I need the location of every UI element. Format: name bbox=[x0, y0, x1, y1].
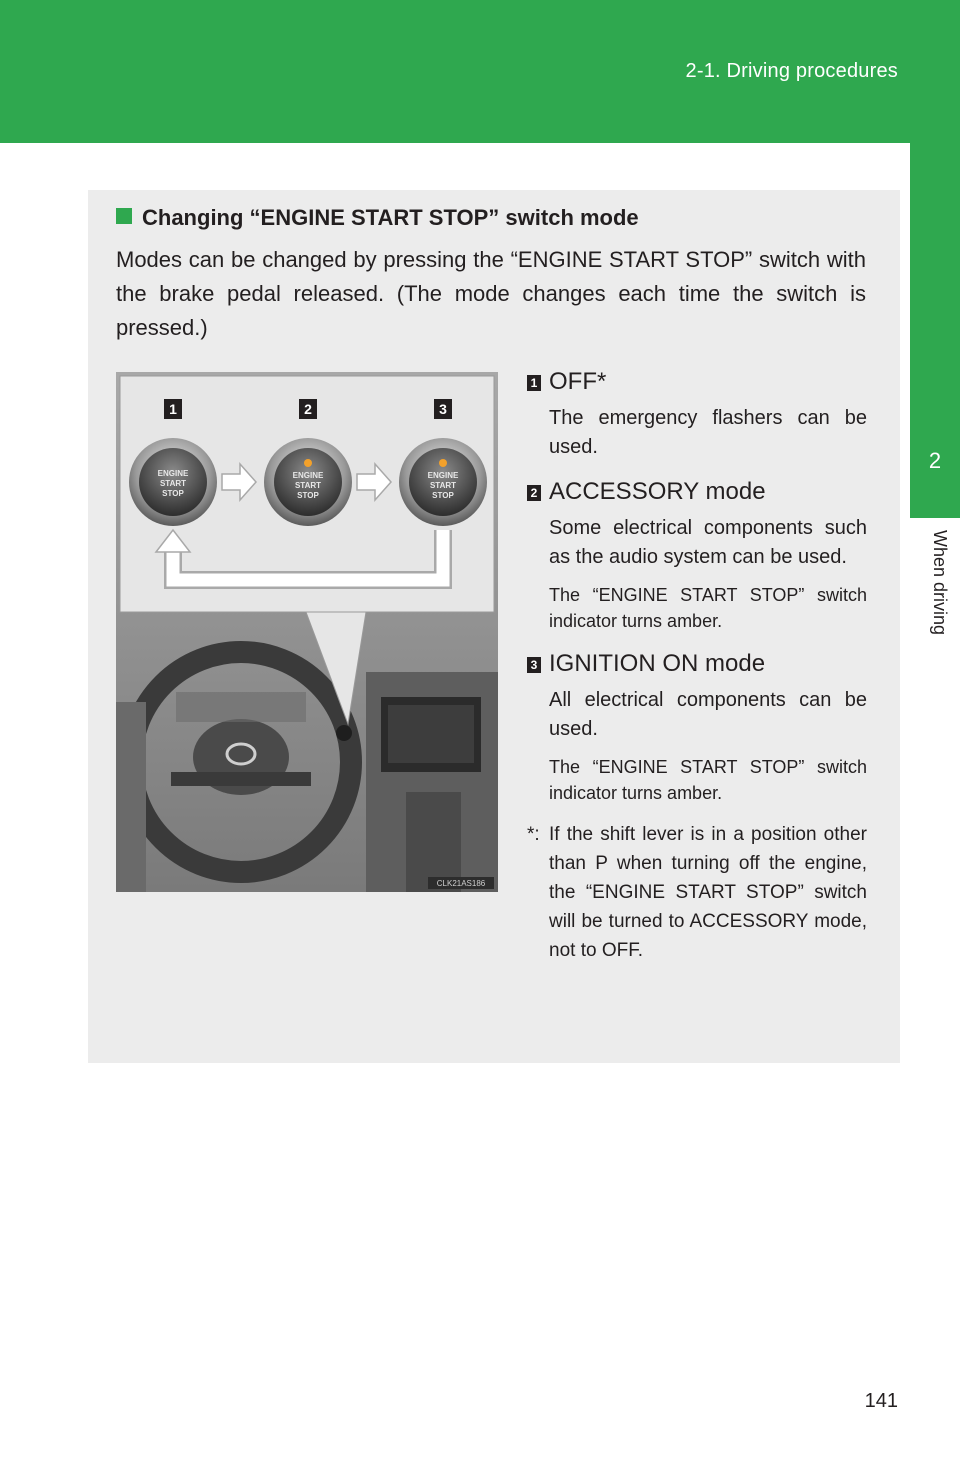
switch-ignition-on-icon bbox=[399, 438, 487, 526]
mode-item-accessory bbox=[527, 476, 867, 634]
mode-item-off bbox=[527, 366, 867, 462]
mode-number: 2 bbox=[527, 485, 541, 501]
footnote bbox=[527, 820, 867, 965]
mode-list bbox=[527, 366, 867, 965]
svg-text:ENGINE: ENGINE bbox=[427, 471, 459, 480]
page-header bbox=[0, 0, 960, 143]
svg-text:START: START bbox=[294, 481, 322, 490]
section-title: 2-1. Driving procedures bbox=[685, 60, 898, 82]
heading-text: Changing “ENGINE START STOP” switch mode bbox=[142, 205, 639, 230]
mode-title: OFF* bbox=[549, 368, 607, 395]
square-bullet-icon bbox=[116, 208, 132, 224]
section-heading bbox=[116, 205, 639, 231]
switch-mode-figure bbox=[116, 372, 498, 892]
svg-text:STOP: STOP bbox=[297, 491, 319, 500]
svg-text:STOP: STOP bbox=[432, 491, 454, 500]
mode-item-ignition-on bbox=[527, 648, 867, 806]
mode-description: The “ENGINE START STOP” switch indicator turns amber. bbox=[549, 757, 867, 803]
page-number: 141 bbox=[864, 1390, 898, 1412]
figure-code: CLK21AS186 bbox=[436, 879, 486, 888]
mode-title: IGNITION ON mode bbox=[549, 650, 766, 677]
svg-text:ENGINE: ENGINE bbox=[292, 471, 324, 480]
svg-text:START: START bbox=[159, 479, 187, 488]
mode-number: 1 bbox=[527, 375, 541, 391]
start-switch-location bbox=[336, 725, 352, 741]
switch-off-icon bbox=[129, 438, 217, 526]
svg-text:STOP: STOP bbox=[162, 489, 184, 498]
svg-text:ENGINE: ENGINE bbox=[157, 469, 189, 478]
svg-text:START: START bbox=[429, 481, 457, 490]
mode-description: The emergency flashers can be used. bbox=[549, 407, 867, 458]
svg-text:2: 2 bbox=[304, 401, 312, 417]
svg-text:1: 1 bbox=[169, 401, 177, 417]
intro-paragraph: Modes can be changed by pressing the “ENGINE START STOP” switch with the brake pedal released. (The mode changes each time the switch is pressed.) bbox=[116, 247, 866, 340]
footnote-marker: *: bbox=[527, 824, 540, 845]
mode-title: ACCESSORY mode bbox=[549, 478, 766, 505]
svg-text:3: 3 bbox=[439, 401, 447, 417]
chapter-title: When driving bbox=[930, 530, 950, 636]
chapter-number: 2 bbox=[928, 448, 942, 473]
footnote-text: If the shift lever is in a position other than P when turning off the engine, the “ENGINE START STOP” switch will be turned to ACCESSORY mode, not to OFF. bbox=[549, 824, 867, 961]
switch-accessory-icon bbox=[264, 438, 352, 526]
mode-description: The “ENGINE START STOP” switch indicator turns amber. bbox=[549, 585, 867, 631]
mode-number: 3 bbox=[527, 657, 541, 673]
mode-description: All electrical components can be used. bbox=[549, 689, 867, 740]
mode-description: Some electrical components such as the audio system can be used. bbox=[549, 517, 867, 568]
